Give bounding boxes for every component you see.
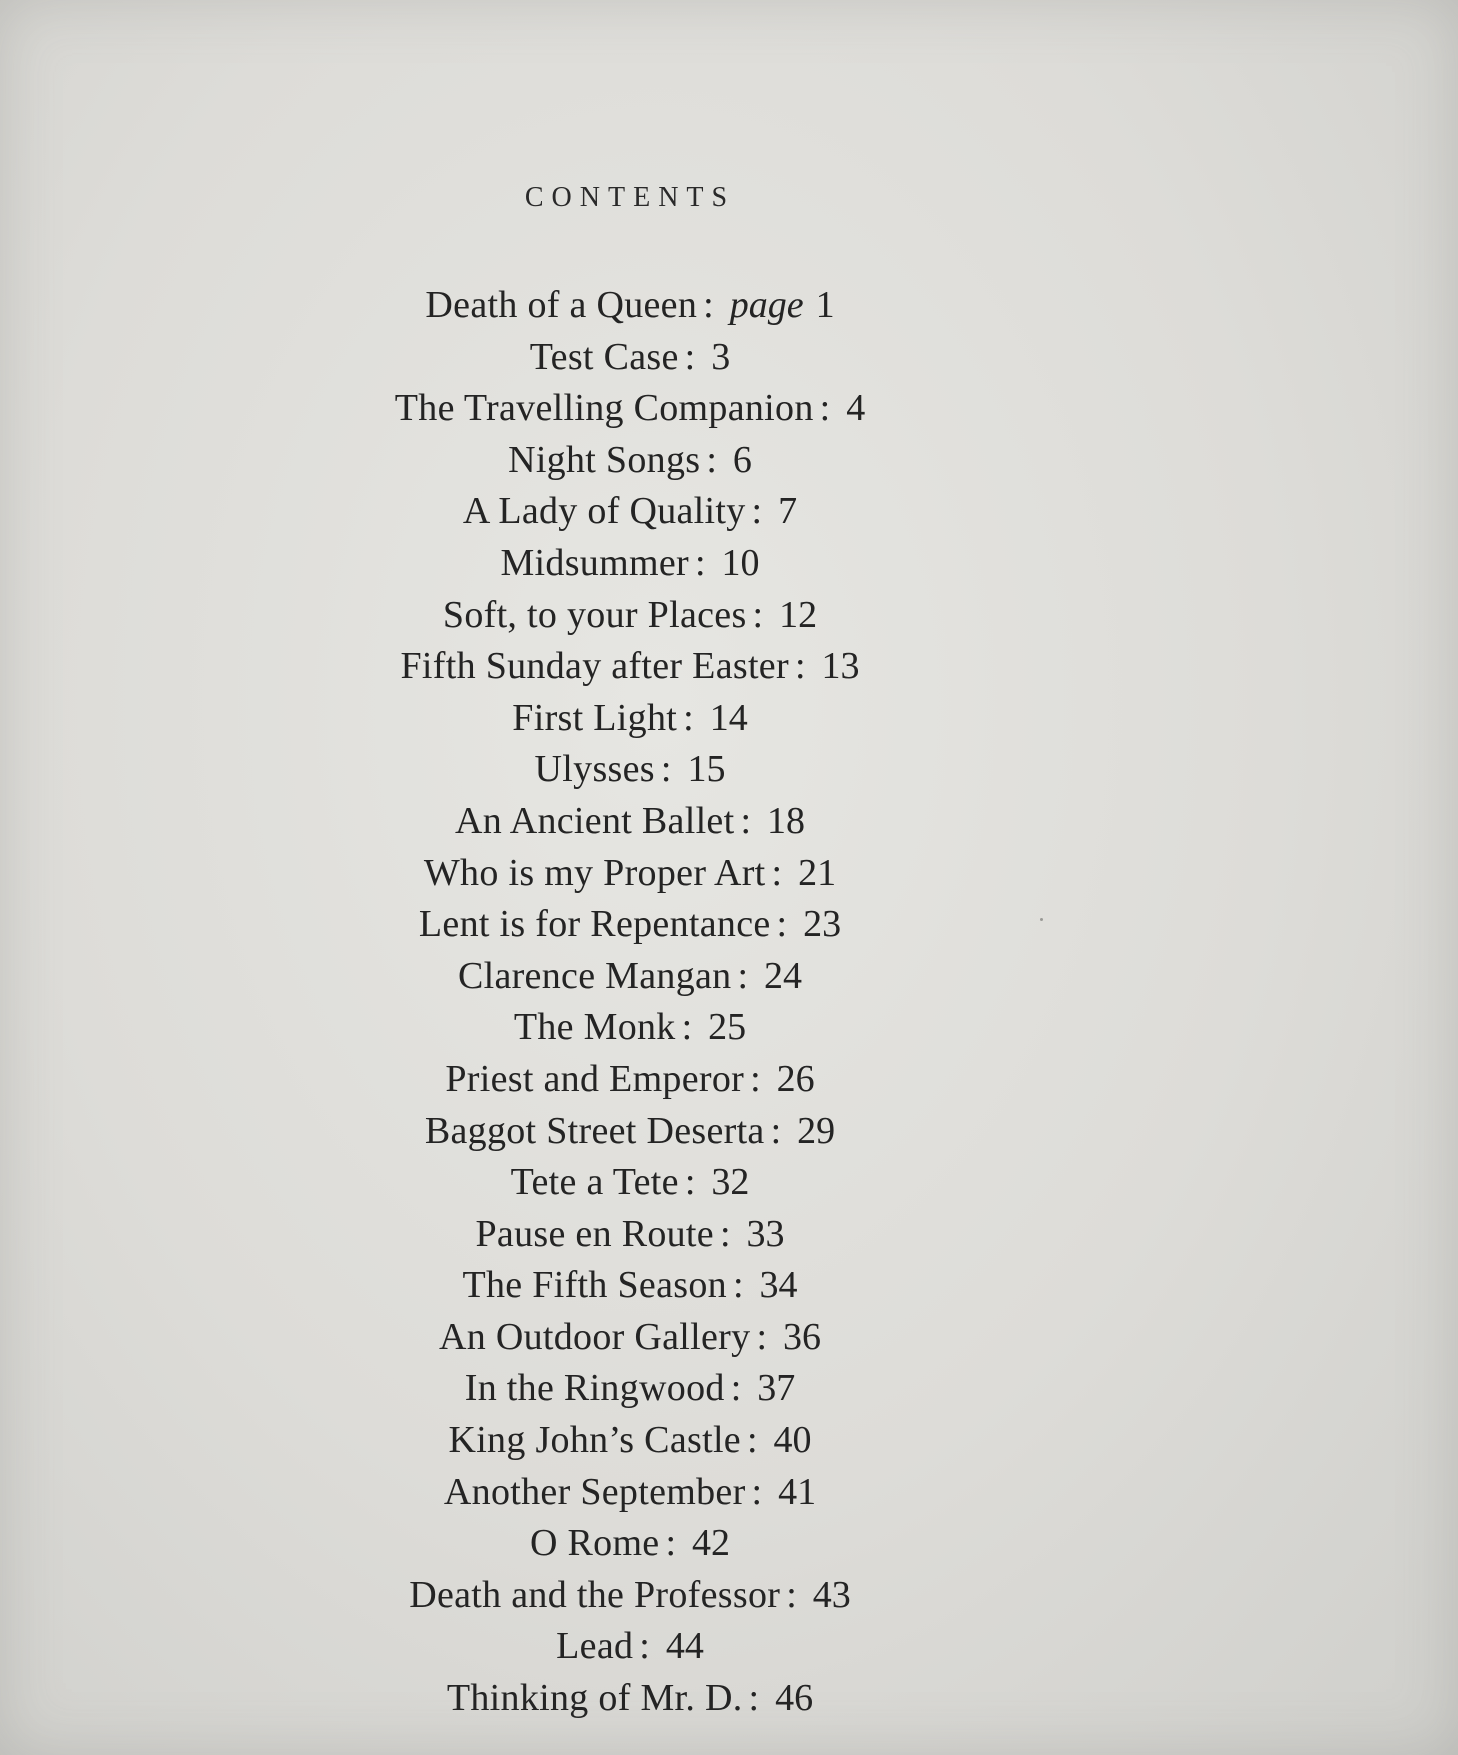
entry-title: An Ancient Ballet	[454, 799, 735, 842]
entry-page-number: 4	[846, 387, 866, 430]
entry-colon: :	[737, 954, 749, 997]
entry-page-number: 3	[711, 335, 731, 378]
toc-entry	[0, 332, 1260, 384]
entry-page-number: 46	[775, 1677, 814, 1720]
entry-page-number: 7	[778, 490, 798, 533]
entry-title: A Lady of Quality	[462, 490, 746, 533]
toc-entry	[0, 1157, 1260, 1209]
entry-colon: :	[786, 1573, 797, 1616]
entry-title: Another September	[443, 1470, 746, 1513]
entry-colon: :	[750, 1057, 761, 1100]
entry-page-number: 37	[757, 1367, 796, 1410]
entry-title: Soft, to your Places	[442, 593, 747, 636]
entry-colon: :	[770, 1109, 782, 1152]
entry-colon: :	[752, 593, 764, 636]
entry-colon: :	[732, 1264, 744, 1307]
entry-page-number: 13	[821, 645, 860, 688]
entry-page-number: 34	[759, 1264, 798, 1307]
entry-title: First Light	[512, 696, 678, 739]
toc-entry	[0, 693, 1260, 745]
entry-page-number: 10	[721, 541, 760, 584]
entry-page-number: 44	[665, 1625, 704, 1668]
toc-entry	[0, 1673, 1260, 1725]
entry-colon: :	[756, 1315, 767, 1358]
contents-heading: CONTENTS	[524, 182, 736, 213]
entry-page-number: 40	[773, 1419, 812, 1462]
toc-entry	[0, 1518, 1260, 1570]
entry-page-number: 36	[783, 1315, 821, 1358]
entry-colon: :	[751, 1470, 763, 1513]
toc-entry	[0, 1002, 1260, 1054]
toc-entry	[0, 744, 1260, 796]
entry-page-number: 15	[687, 748, 726, 791]
entry-page-number: 1	[815, 284, 835, 326]
toc-entry	[0, 1570, 1260, 1622]
toc-entry	[0, 1106, 1260, 1158]
entry-colon: :	[694, 541, 706, 584]
toc-entry	[0, 1260, 1260, 1312]
entry-title: Priest and Emperor	[445, 1057, 745, 1100]
entry-title: The Monk	[513, 1006, 676, 1049]
entry-title: Clarence Mangan	[457, 954, 732, 997]
entry-title: Night Songs	[508, 438, 701, 481]
entry-colon: :	[771, 851, 783, 894]
entry-page-number: 6	[732, 438, 752, 481]
toc-entry	[0, 1467, 1260, 1519]
entry-title: Midsummer	[500, 541, 689, 584]
entry-colon: :	[719, 1212, 731, 1255]
entry-title: An Outdoor Gallery	[438, 1315, 751, 1358]
entry-title: Death of a Queen	[425, 284, 698, 326]
toc-entry	[0, 951, 1260, 1003]
entry-title: Pause en Route	[475, 1212, 714, 1255]
entry-title: Lent is for Repentance	[418, 903, 771, 946]
entry-page-number: 21	[798, 851, 837, 894]
toc-entry	[0, 1363, 1260, 1415]
entry-title: Lead	[556, 1625, 634, 1668]
toc-entry	[0, 641, 1260, 693]
entry-colon: :	[746, 1419, 758, 1462]
entry-page-number: 29	[797, 1109, 836, 1152]
entry-colon: :	[819, 387, 831, 430]
entry-title: Who is my Proper Art	[423, 851, 766, 894]
toc-entry	[0, 1209, 1260, 1261]
entry-colon: :	[751, 490, 763, 533]
entry-title: The Fifth Season	[462, 1264, 727, 1307]
toc-entry	[0, 848, 1260, 900]
entry-title: Ulysses	[534, 748, 655, 791]
entry-title: King John’s Castle	[448, 1419, 741, 1462]
entry-page-number: 26	[776, 1057, 815, 1100]
entry-colon: :	[684, 1161, 696, 1204]
entry-title: Test Case	[529, 335, 679, 378]
entry-page-number: 42	[692, 1522, 731, 1565]
entry-colon: :	[730, 1367, 742, 1410]
toc-entry	[0, 1621, 1260, 1673]
entry-title: O Rome	[529, 1522, 660, 1565]
entry-colon: :	[683, 696, 694, 739]
entry-colon: :	[703, 284, 714, 326]
entry-colon: :	[660, 748, 672, 791]
entry-colon: :	[794, 645, 806, 688]
toc-entry	[0, 1312, 1260, 1364]
entry-page-number: 14	[709, 696, 748, 739]
entry-page-number: 33	[746, 1212, 785, 1255]
entry-title: The Travelling Companion	[394, 387, 814, 430]
toc-entry	[0, 486, 1260, 538]
toc-entry	[0, 796, 1260, 848]
page-word: page	[729, 284, 804, 326]
entry-page-number: 25	[708, 1006, 747, 1049]
entry-title: Death and the Professor	[409, 1573, 781, 1616]
entry-page-number: 43	[812, 1573, 851, 1616]
toc-entry	[0, 383, 1260, 435]
entry-colon: :	[748, 1677, 760, 1720]
entry-page-number: 24	[764, 954, 803, 997]
entry-title: Baggot Street Deserta	[424, 1109, 765, 1152]
toc-entry	[0, 280, 1260, 332]
entry-colon: :	[740, 799, 752, 842]
entry-page-number: 23	[803, 903, 842, 946]
entry-page-number: 12	[779, 593, 818, 636]
entry-colon: :	[665, 1522, 677, 1565]
entry-colon: :	[684, 335, 696, 378]
toc-entry	[0, 590, 1260, 642]
toc-entry	[0, 435, 1260, 487]
entry-colon: :	[776, 903, 788, 946]
toc-entry	[0, 538, 1260, 590]
entry-title: Thinking of Mr. D.	[446, 1677, 743, 1720]
paper-speck	[1040, 918, 1043, 921]
table-of-contents	[0, 280, 1260, 1725]
entry-title: Fifth Sunday after Easter	[400, 645, 789, 688]
entry-title: Tete a Tete	[510, 1161, 679, 1204]
toc-entry	[0, 899, 1260, 951]
entry-title: In the Ringwood	[464, 1367, 725, 1410]
toc-entry	[0, 1054, 1260, 1106]
entry-colon: :	[681, 1006, 693, 1049]
entry-colon: :	[639, 1625, 650, 1668]
entry-colon: :	[706, 438, 717, 481]
entry-page-number: 32	[711, 1161, 750, 1204]
entry-page-number: 18	[767, 799, 806, 842]
entry-page-number: 41	[778, 1470, 817, 1513]
toc-entry	[0, 1415, 1260, 1467]
